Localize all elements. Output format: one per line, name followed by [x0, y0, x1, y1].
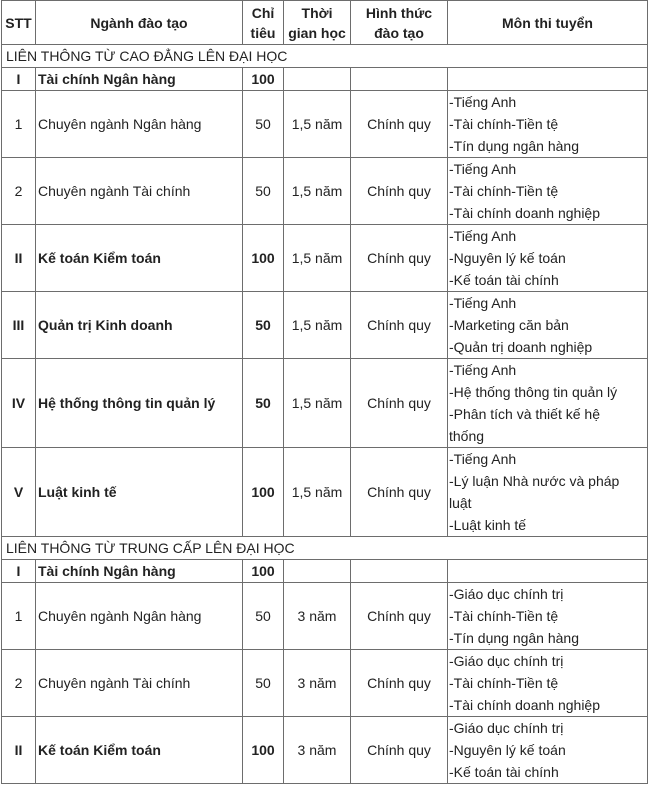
- table-row: [2, 650, 648, 717]
- cell-thoigian: 3 năm: [284, 650, 351, 717]
- section-title: LIÊN THÔNG TỪ CAO ĐẲNG LÊN ĐẠI HỌC: [2, 45, 648, 68]
- subject-line: -Tài chính doanh nghiệp: [449, 205, 600, 221]
- cell-monthi: [448, 68, 648, 91]
- header-thoigian-line2: gian học: [288, 24, 346, 41]
- cell-nganh: Hệ thống thông tin quản lý: [36, 359, 243, 448]
- cell-monthi: [448, 91, 648, 158]
- cell-monthi: [448, 292, 648, 359]
- subject-line: -Tài chính-Tiền tệ: [449, 608, 559, 624]
- subject-line: -Tài chính-Tiền tệ: [449, 675, 559, 691]
- cell-stt: V: [2, 448, 36, 537]
- cell-chitieu: 50: [243, 158, 284, 225]
- cell-thoigian: 1,5 năm: [284, 359, 351, 448]
- cell-hinhthuc: [351, 560, 448, 583]
- table-row: [2, 717, 648, 784]
- cell-nganh: Kế toán Kiểm toán: [36, 717, 243, 784]
- cell-stt: 2: [2, 158, 36, 225]
- cell-chitieu: 50: [243, 650, 284, 717]
- cell-monthi: [448, 359, 648, 448]
- cell-nganh: Tài chính Ngân hàng: [36, 560, 243, 583]
- cell-monthi: [448, 650, 648, 717]
- subject-line: -Tín dụng ngân hàng: [449, 630, 579, 646]
- cell-nganh: Tài chính Ngân hàng: [36, 68, 243, 91]
- cell-chitieu: 50: [243, 359, 284, 448]
- table-row: [2, 68, 648, 91]
- cell-monthi: [448, 560, 648, 583]
- header-nganh: Ngành đào tạo: [36, 1, 243, 45]
- header-stt: STT: [2, 1, 36, 45]
- cell-chitieu: 100: [243, 448, 284, 537]
- cell-stt: 1: [2, 91, 36, 158]
- cell-hinhthuc: Chính quy: [351, 448, 448, 537]
- cell-nganh: Chuyên ngành Ngân hàng: [36, 583, 243, 650]
- admission-table: [1, 0, 648, 784]
- cell-chitieu: 50: [243, 292, 284, 359]
- cell-thoigian: 1,5 năm: [284, 448, 351, 537]
- subject-line: -Luật kinh tế: [449, 517, 527, 533]
- subject-line: -Giáo dục chính trị: [449, 720, 564, 736]
- header-hinhthuc-line2: đào tạo: [374, 24, 424, 41]
- cell-stt: I: [2, 560, 36, 583]
- cell-nganh: Chuyên ngành Ngân hàng: [36, 91, 243, 158]
- cell-thoigian: 1,5 năm: [284, 91, 351, 158]
- cell-chitieu: 100: [243, 560, 284, 583]
- cell-thoigian: 3 năm: [284, 717, 351, 784]
- table-row: [2, 448, 648, 537]
- header-chitieu-line1: Chỉ: [251, 4, 275, 21]
- section1-title-row: [2, 45, 648, 68]
- cell-nganh: Luật kinh tế: [36, 448, 243, 537]
- cell-hinhthuc: Chính quy: [351, 583, 448, 650]
- subject-line: -Tiếng Anh: [449, 228, 517, 244]
- header-monthi: Môn thi tuyển: [448, 1, 648, 45]
- header-thoigian: [284, 1, 351, 45]
- cell-monthi: [448, 158, 648, 225]
- cell-thoigian: [284, 68, 351, 91]
- cell-stt: II: [2, 225, 36, 292]
- header-chitieu-line2: tiêu: [250, 24, 276, 41]
- subject-line: -Giáo dục chính trị: [449, 586, 564, 602]
- cell-stt: 1: [2, 583, 36, 650]
- cell-hinhthuc: Chính quy: [351, 225, 448, 292]
- subject-line: -Tài chính-Tiền tệ: [449, 116, 559, 132]
- cell-stt: II: [2, 717, 36, 784]
- subject-line: -Nguyên lý kế toán: [449, 250, 566, 266]
- table-row: [2, 560, 648, 583]
- header-row: [2, 1, 648, 45]
- cell-stt: IV: [2, 359, 36, 448]
- cell-stt: III: [2, 292, 36, 359]
- subject-line: -Kế toán tài chính: [449, 272, 559, 288]
- cell-monthi: [448, 448, 648, 537]
- subject-line: -Nguyên lý kế toán: [449, 742, 566, 758]
- table-row: [2, 292, 648, 359]
- cell-nganh: Kế toán Kiểm toán: [36, 225, 243, 292]
- subject-line: -Lý luận Nhà nước và pháp: [449, 473, 620, 489]
- cell-hinhthuc: Chính quy: [351, 359, 448, 448]
- cell-hinhthuc: Chính quy: [351, 650, 448, 717]
- subject-line: -Tài chính doanh nghiệp: [449, 697, 600, 713]
- header-chitieu: [243, 1, 284, 45]
- header-hinhthuc-line1: Hình thức: [365, 4, 433, 21]
- cell-thoigian: [284, 560, 351, 583]
- subject-line: luật: [449, 495, 472, 511]
- section2-title-row: [2, 537, 648, 560]
- cell-chitieu: 100: [243, 68, 284, 91]
- subject-line: -Marketing căn bản: [449, 317, 569, 333]
- table-row: [2, 583, 648, 650]
- cell-thoigian: 1,5 năm: [284, 158, 351, 225]
- subject-line: -Tiếng Anh: [449, 295, 517, 311]
- subject-line: -Tiếng Anh: [449, 94, 517, 110]
- cell-thoigian: 1,5 năm: [284, 225, 351, 292]
- table-body: [2, 45, 648, 784]
- cell-hinhthuc: Chính quy: [351, 158, 448, 225]
- cell-hinhthuc: Chính quy: [351, 717, 448, 784]
- subject-line: -Tín dụng ngân hàng: [449, 138, 579, 154]
- cell-stt: I: [2, 68, 36, 91]
- cell-monthi: [448, 225, 648, 292]
- cell-nganh: Chuyên ngành Tài chính: [36, 650, 243, 717]
- cell-hinhthuc: Chính quy: [351, 91, 448, 158]
- cell-stt: 2: [2, 650, 36, 717]
- cell-monthi: [448, 583, 648, 650]
- table-row: [2, 225, 648, 292]
- subject-line: -Tài chính-Tiền tệ: [449, 183, 559, 199]
- subject-line: -Kế toán tài chính: [449, 764, 559, 780]
- cell-monthi: [448, 717, 648, 784]
- subject-line: -Giáo dục chính trị: [449, 653, 564, 669]
- cell-hinhthuc: Chính quy: [351, 292, 448, 359]
- header-thoigian-line1: Thời: [301, 4, 333, 21]
- subject-line: -Tiếng Anh: [449, 161, 517, 177]
- subject-line: thống: [449, 428, 485, 444]
- cell-thoigian: 3 năm: [284, 583, 351, 650]
- cell-nganh: Quản trị Kinh doanh: [36, 292, 243, 359]
- subject-line: -Phân tích và thiết kế hệ: [449, 406, 600, 422]
- cell-chitieu: 50: [243, 583, 284, 650]
- subject-line: -Tiếng Anh: [449, 451, 517, 467]
- subject-line: -Hệ thống thông tin quản lý: [449, 384, 618, 400]
- section-title: LIÊN THÔNG TỪ TRUNG CẤP LÊN ĐẠI HỌC: [2, 537, 648, 560]
- cell-hinhthuc: [351, 68, 448, 91]
- cell-thoigian: 1,5 năm: [284, 292, 351, 359]
- subject-line: -Quản trị doanh nghiệp: [449, 339, 593, 355]
- subject-line: -Tiếng Anh: [449, 362, 517, 378]
- cell-nganh: Chuyên ngành Tài chính: [36, 158, 243, 225]
- cell-chitieu: 50: [243, 91, 284, 158]
- table-row: [2, 359, 648, 448]
- cell-chitieu: 100: [243, 225, 284, 292]
- cell-chitieu: 100: [243, 717, 284, 784]
- table-row: [2, 158, 648, 225]
- table-row: [2, 91, 648, 158]
- header-hinhthuc: [351, 1, 448, 45]
